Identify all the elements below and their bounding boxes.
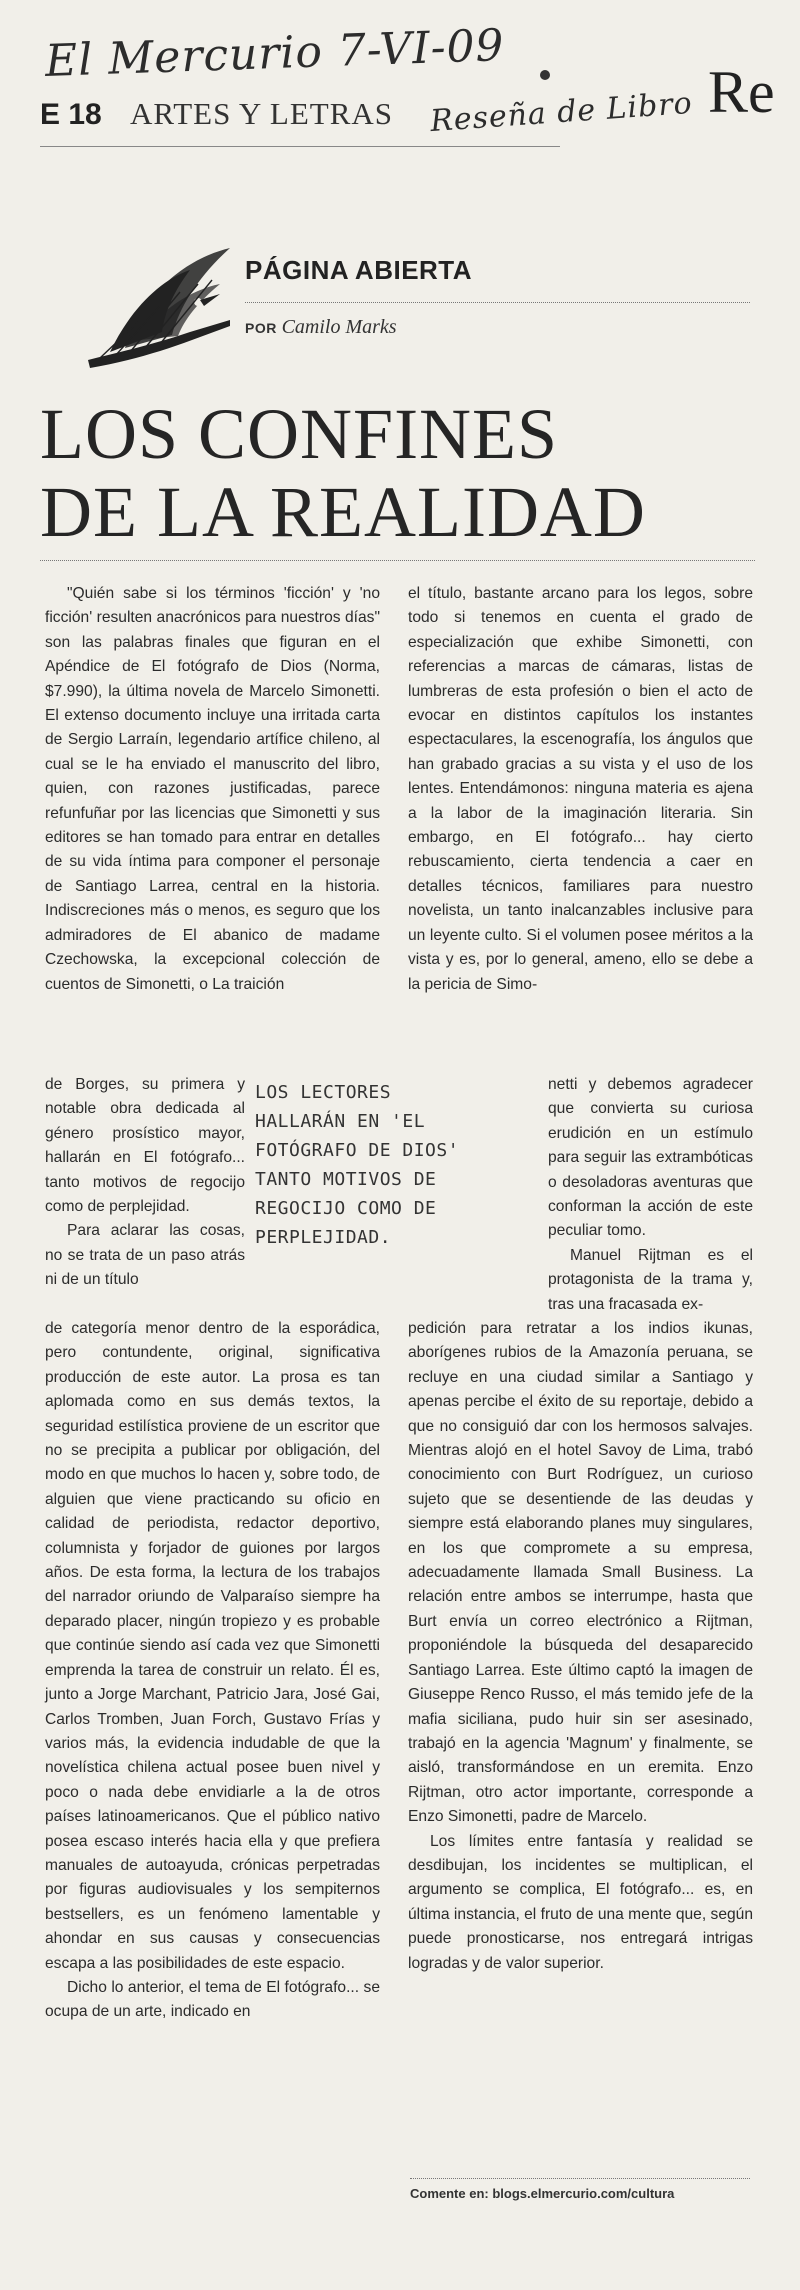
paragraph: netti y debemos agradecer que convierta su curiosa erudición en un estímulo para seguir las extrambóticas o desoladoras aventuras que conforman la acción de este peculiar tomo. <box>548 1076 753 1240</box>
byline <box>245 316 397 339</box>
byline-author: Camilo Marks <box>281 316 397 338</box>
handwritten-date-note: El Mercurio 7-VI-09 <box>44 19 506 88</box>
paragraph: el título, bastante arcano para los legos, sobre todo si tenemos en cuenta el grado de especialización que exhibe Simonetti, con referencias a marcas de cámaras, listas de lumbreras de esta profesión o bien el acto de evocar en distintos capítulos los instantes espectaculares, la escenografía, los ángulos que han grabado gracias a su vista y el uso de los lentes. Entendámonos: ninguna materia es ajena a la labor de la imaginación literaria. Sin embargo, en El fotógrafo... hay cierto rebuscamiento, cierta tendencia a caer en detalles técnicos, familiares para nuestro novelista, un tanto inalcanzables inclusive para un leyente culto. Si el volumen posee méritos a la vista y es, por lo general, ameno, ello se debe a la pericia de Simo- <box>408 585 753 993</box>
body-column-left-bottom <box>45 1317 380 2025</box>
footer-comment-link: Comente en: blogs.elmercurio.com/cultura <box>410 2186 675 2201</box>
page-number: E 18 <box>40 98 102 131</box>
body-column-right-bottom <box>408 1317 753 1976</box>
paragraph: "Quién sabe si los términos 'ficción' y 'no ficción' resulten anacrónicos para nuestros días" son las palabras finales que figuran en el Apéndice de El fotógrafo de Dios (Norma, $7.990), la última novela de Marcelo Simonetti. El extenso documento incluye una irritada carta de Sergio Larraín, legendario artífice chileno, al cual se le ha enviado el manuscrito del libro, quien, con razones justificadas, parece refunfuñar por las licencias que Simonetti y sus editores se han tomado para entrar en detalles de su vida íntima para componer el personaje de Santiago Larrea, central en la historia. Indiscreciones más o menos, es seguro que los admiradores de El abanico de madame Czechowska, la excepcional colección de cuentos de Simonetti, o La traición <box>45 585 380 993</box>
body-column-left-narrow <box>45 1073 245 1293</box>
body-column-right-top <box>408 582 753 997</box>
section-name: ARTES Y LETRAS <box>130 96 394 131</box>
header-divider <box>40 146 560 147</box>
masthead-fragment: Re <box>708 59 775 125</box>
paragraph: Dicho lo anterior, el tema de El fotógrafo... se ocupa de un arte, indicado en <box>45 1978 380 2021</box>
handwritten-category-note: Reseña de Libro <box>429 85 694 140</box>
headline-line-1: LOS CONFINES <box>40 394 559 474</box>
header-bullet <box>540 70 550 80</box>
paragraph: de categoría menor dentro de la esporádica, pero contundente, original, significativa producción de este autor. La prosa es tan aplomada como en sus demás textos, la seguridad estilística proviene de un escritor que no se precipita a publicar por obligación, del modo en que muchos lo hacen y, sobre todo, de alguien que viene practicando su oficio en calidad de periodista, redactor deportivo, columnista y forjador de guiones por largos años. De esta forma, la lectura de los trabajos del narrador oriundo de Valparaíso siempre ha deparado placer, ningún tropiezo y es probable que continúe siendo así cada vez que Simonetti emprenda la tarea de construir un relato. Él es, junto a Jorge Marchant, Patricio Jara, José Gai, Carlos Tromben, Juan Forch, Gustavo Frías y varios más, la evidencia indudable de que la novelística chilena actual posee buen nivel y poco o nada debe envidiarle a la de otros países latinoamericanos. Que el público nativo posea escaso interés hacia ella y que prefiera manuales de autoayuda, crónicas perpetradas por figuras audiovisuales y los sempiternos bestsellers, es un fenómeno lamentable y ahondar en sus causas y consecuencias escapa a las posibilidades de este espacio. <box>45 1320 380 1972</box>
paragraph: de Borges, su primera y notable obra dedicada al género prosístico mayor, hallarán en El fotógrafo... tanto motivos de regocijo como de perplejidad. <box>45 1076 245 1216</box>
article-headline <box>40 395 760 551</box>
footer-divider <box>410 2178 750 2179</box>
headline-divider <box>40 560 755 561</box>
headline-line-2: DE LA REALIDAD <box>40 472 646 552</box>
body-column-left-top <box>45 582 380 997</box>
paragraph: Manuel Rijtman es el protagonista de la trama y, tras una fracasada ex- <box>548 1246 753 1313</box>
bird-icon <box>80 240 240 375</box>
paragraph: Los límites entre fantasía y realidad se desdibujan, los incidentes se multiplican, el argumento se complica, El fotógrafo... es, en última instancia, el fruto de una mente que, según puede pronosticarse, nos entregará intrigas logradas y de valor superior. <box>408 1832 754 1972</box>
paragraph: pedición para retratar a los indios ikunas, aborígenes rubios de la Amazonía peruana, se recluye en una ciudad similar a Santiago y apenas percibe el éxito de su reportaje, debido a que no consiguió dar con los hermosos salvajes. Mientras alojó en el hotel Savoy de Lima, trabó conocimiento con Burt Rodríguez, un curioso sujeto que se desentiende de las deudas y siempre está elaborando planes muy singulares, en los que compromete a su empresa, adecuadamente llamada Small Business. La relación entre ambos se interrumpe, hasta que Burt envía un correo electrónico a Rijtman, proponiéndole la búsqueda del desaparecido Santiago Larrea. Este último captó la imagen de Giuseppe Renco Russo, el más temido jefe de la mafia siciliana, pudo huir sin ser asesinado, trabajó en la agencia 'Magnum' y finalmente, se aisló, transformándose en un eremita. Enzo Rijtman, otro actor importante, corresponde a Enzo Simonetti, padre de Marcelo. <box>408 1320 753 1826</box>
column-title: PÁGINA ABIERTA <box>245 255 473 285</box>
paragraph: Para aclarar las cosas, no se trata de un paso atrás ni de un título <box>45 1222 245 1289</box>
pull-quote: LOS LECTORES HALLARÁN EN 'EL FOTÓGRAFO DE DIOS' TANTO MOTIVOS DE REGOCIJO COMO DE PERPLEJIDAD. <box>255 1082 460 1248</box>
byline-prefix: POR <box>245 320 277 336</box>
column-divider <box>245 302 750 303</box>
body-column-right-narrow <box>548 1073 753 1317</box>
